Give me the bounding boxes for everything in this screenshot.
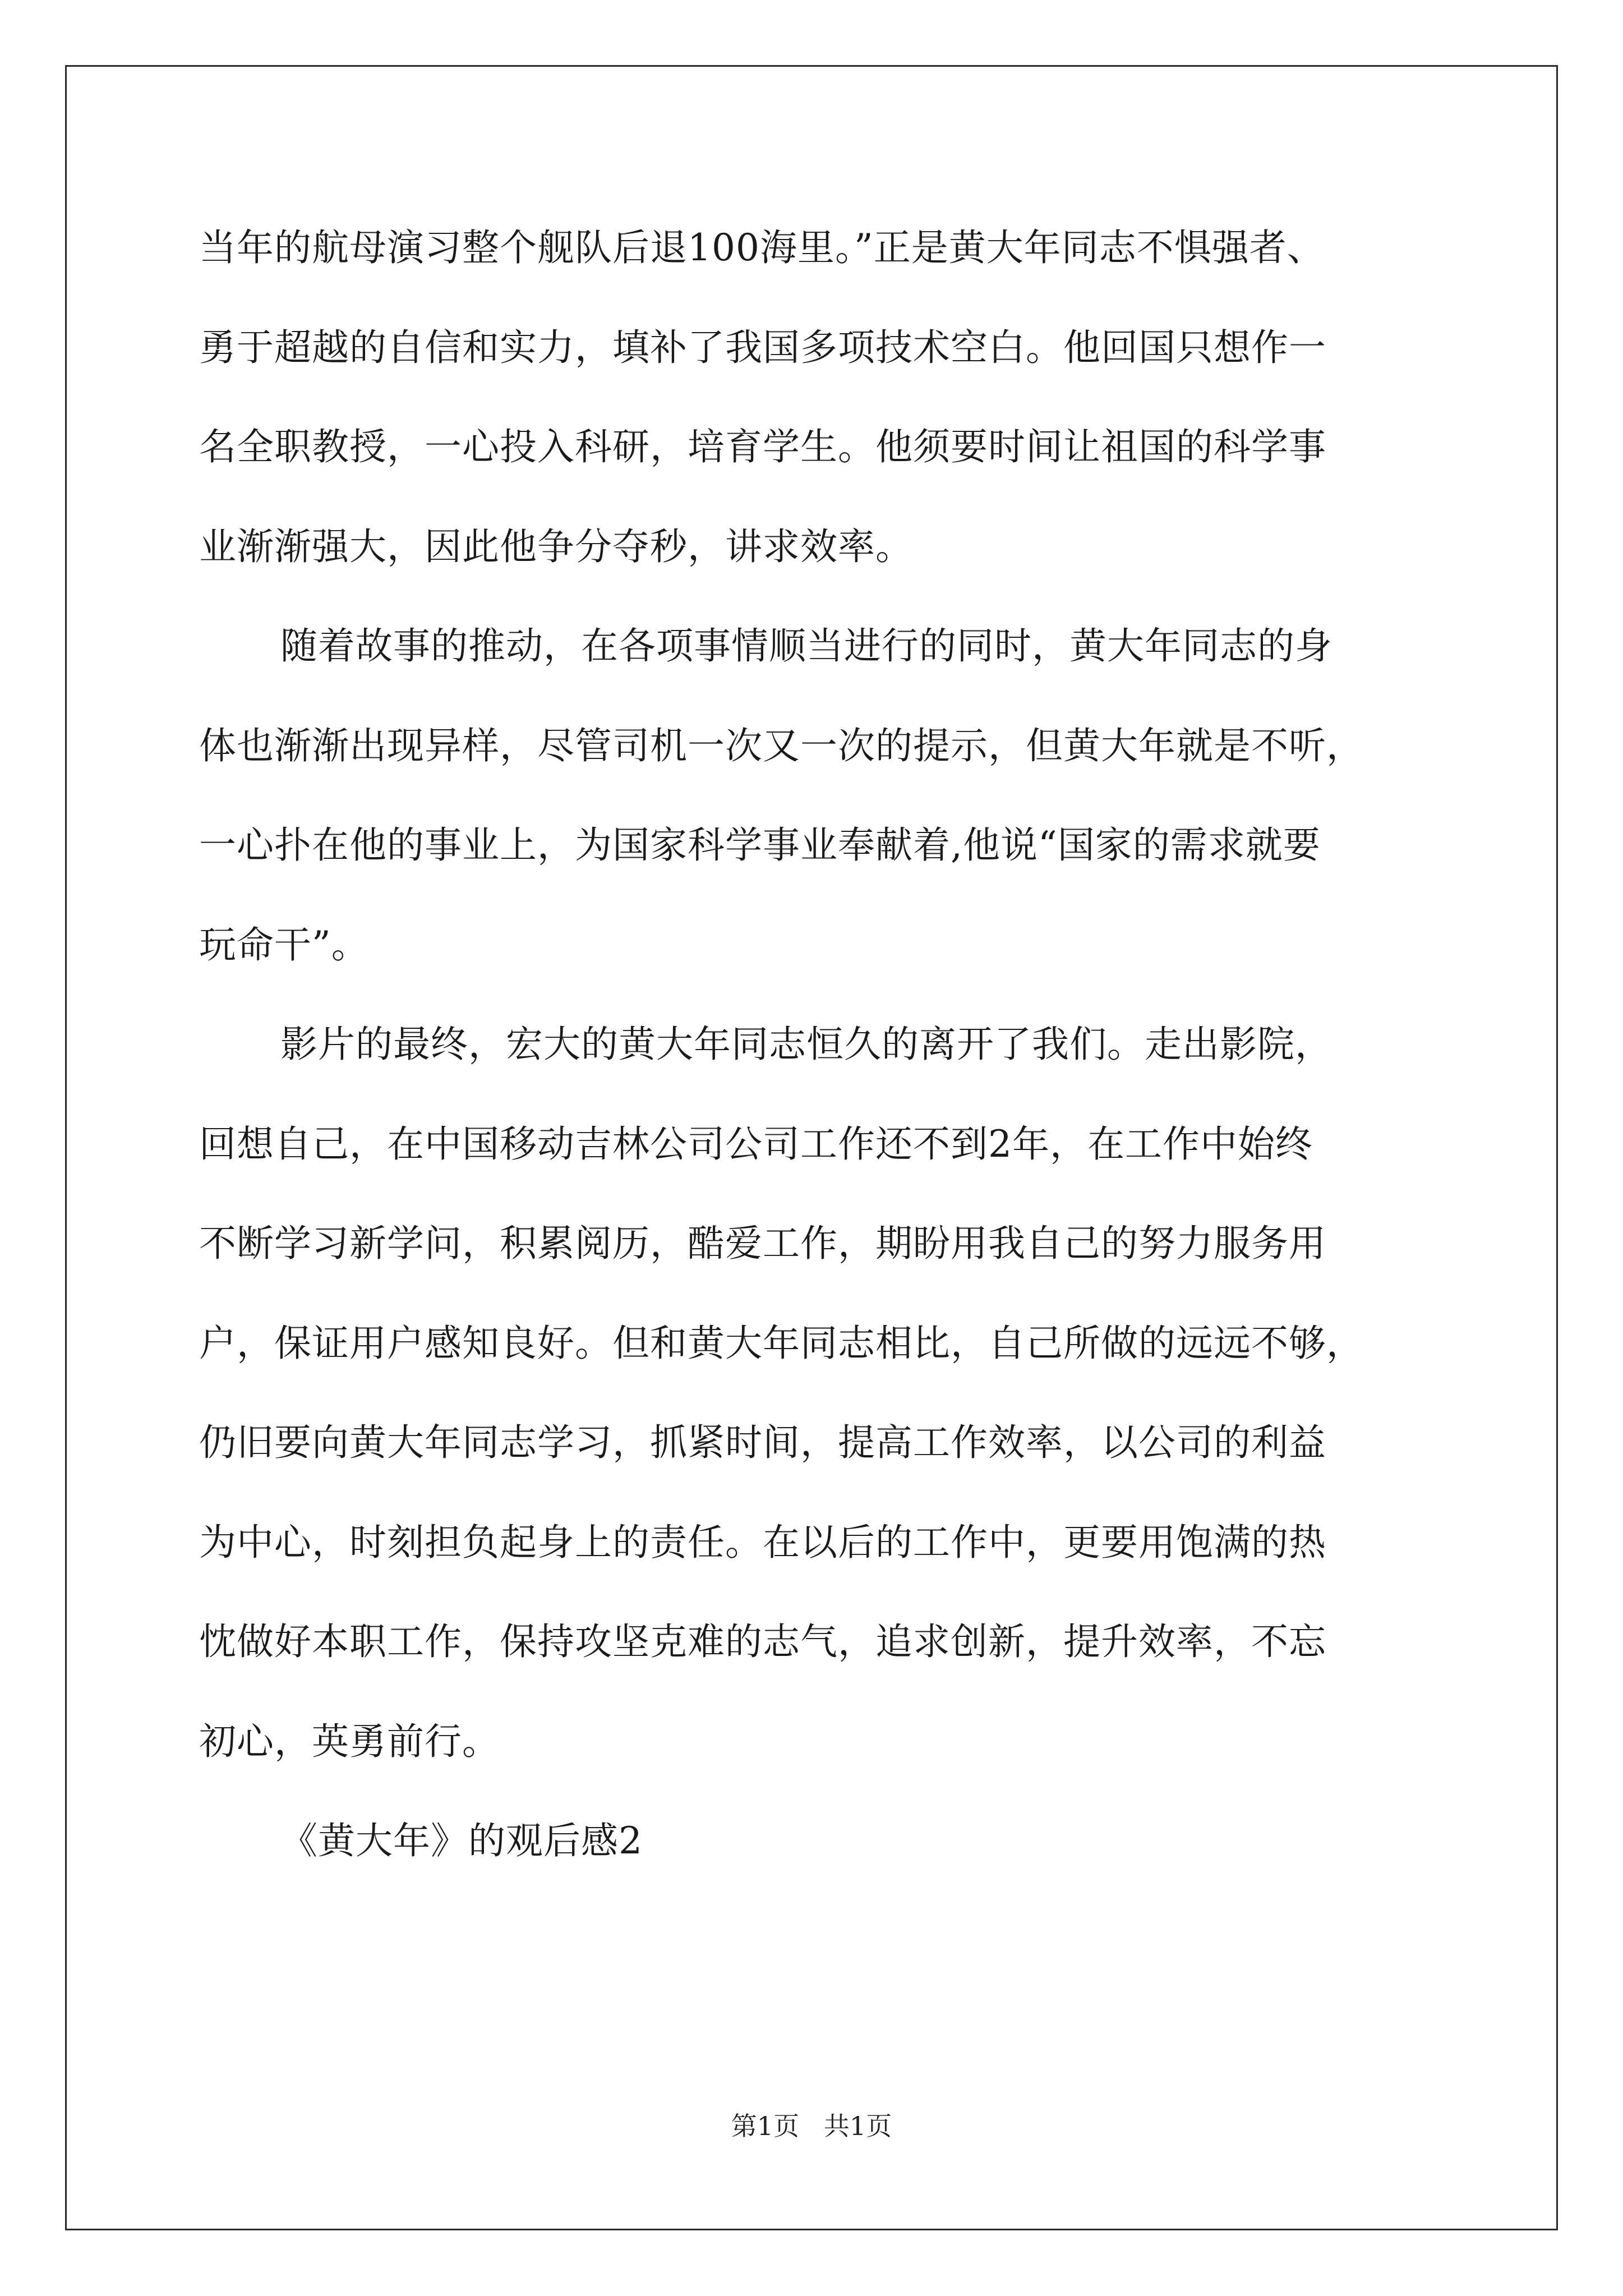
paragraph-line: 当年的航母演习整个舰队后退100海里。”正是黄大年同志不惧强者、 <box>199 226 1325 269</box>
section-heading: 《黄大年》的观后感2 <box>280 1819 643 1862</box>
paragraph-line: 影片的最终，宏大的黄大年同志恒久的离开了我们。走出影院， <box>280 1023 1332 1066</box>
paragraph-line: 随着故事的推动，在各项事情顺当进行的同时，黄大年同志的身 <box>280 624 1332 668</box>
paragraph-line: 户，保证用户感知良好。但和黄大年同志相比，自己所做的远远不够， <box>199 1322 1364 1365</box>
paragraph-line: 忱做好本职工作，保持攻坚克难的志气，追求创新，提升效率，不忘 <box>199 1620 1326 1663</box>
paragraph-line: 一心扑在他的事业上，为国家科学事业奉献着,他说“国家的需求就要 <box>199 823 1321 867</box>
paragraph-line: 名全职教授，一心投入科研，培育学生。他须要时间让祖国的科学事 <box>199 425 1326 468</box>
paragraph-line: 为中心，时刻担负起身上的责任。在以后的工作中，更要用饱满的热 <box>199 1521 1326 1564</box>
page-footer: 第1页 共1页 <box>731 2111 892 2141</box>
paragraph-line: 勇于超越的自信和实力，填补了我国多项技术空白。他回国只想作一 <box>199 326 1326 369</box>
paragraph-line: 体也渐渐出现异样，尽管司机一次又一次的提示，但黄大年就是不听， <box>199 724 1364 767</box>
paragraph-line: 业渐渐强大，因此他争分夺秒，讲求效率。 <box>199 525 913 568</box>
paragraph-line: 玩命干”。 <box>199 923 369 967</box>
paragraph-line: 仍旧要向黄大年同志学习，抓紧时间，提高工作效率，以公司的利益 <box>199 1421 1326 1464</box>
paragraph-line: 回想自己，在中国移动吉林公司公司工作还不到2年，在工作中始终 <box>199 1122 1313 1166</box>
paragraph-line: 初心，英勇前行。 <box>199 1720 500 1763</box>
paragraph-line: 不断学习新学问，积累阅历，酷爱工作，期盼用我自己的努力服务用 <box>199 1222 1326 1265</box>
